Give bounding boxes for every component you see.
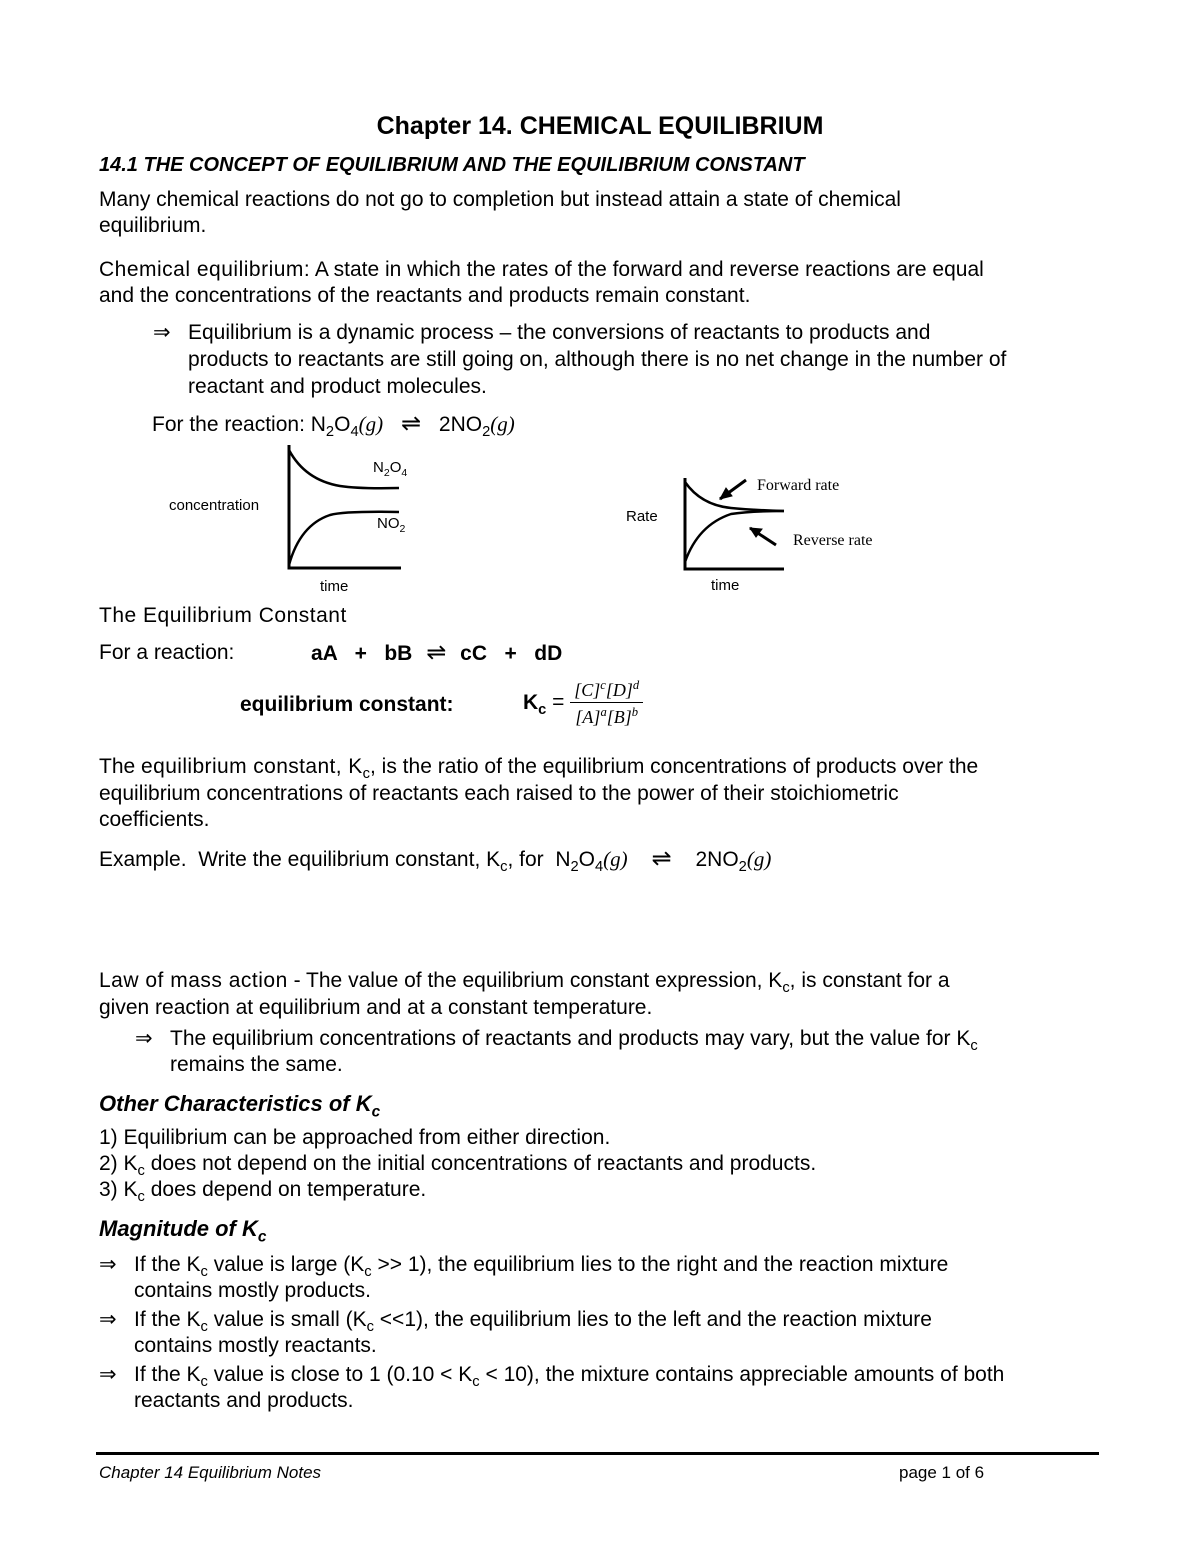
kc-description-line-2: equilibrium concentrations of reactants each raised to the power of their stoichiometric (99, 782, 899, 805)
mass-action-bullet-2: remains the same. (170, 1053, 343, 1076)
mass-action-bullet-1: The equilibrium concentrations of reactants and products may vary, but the value for $K_c$ (170, 1027, 978, 1055)
magnitude-item-small: If the $K_c$ value is small $(K_c <<1)$, the equilibrium lies to the left and the reaction mixture (134, 1308, 932, 1336)
equilibrium-arrow-icon: ⇌ (400, 410, 422, 437)
general-reaction: aA + bB ⇌ cC + dD (311, 639, 563, 666)
magnitude-item-close-2: reactants and products. (134, 1389, 354, 1412)
definition-line-2: and the concentrations of the reactants and products remain constant. (99, 284, 751, 307)
footer-left: Chapter 14 Equilibrium Notes (99, 1463, 322, 1482)
dynamic-line-1: Equilibrium is a dynamic process – the conversions of reactants to products and (188, 321, 931, 344)
implies-icon: ⇒ (153, 321, 171, 344)
footer-divider (96, 1452, 1099, 1455)
kc-fraction: $\frac{[C]^c[D]^d}{[A]^a[B]^b}$ (570, 678, 643, 728)
kc-label: equilibrium constant: (240, 693, 454, 716)
reverse-rate-curve (685, 511, 784, 562)
definition-line-1: Chemical equilibrium: A state in which the rates of the forward and reverse reactions are equal (99, 258, 984, 281)
reaction-label: For a reaction: (99, 641, 235, 664)
implies-icon: ⇒ (99, 1363, 117, 1386)
time-axis-label-right: time (711, 577, 740, 594)
list-item: 3) $K_c$ does depend on temperature. (99, 1178, 427, 1206)
page-title: Chapter 14. CHEMICAL EQUILIBRIUM (376, 112, 824, 140)
time-axis-label-left: time (320, 578, 349, 595)
implies-icon: ⇒ (99, 1253, 117, 1276)
intro-line-1: Many chemical reactions do not go to completion but instead attain a state of chemical (99, 188, 901, 211)
equilibrium-arrow-icon: ⇌ (426, 639, 447, 666)
footer-page-number: page 1 of 6 (899, 1463, 985, 1482)
equilibrium-arrow-icon: ⇌ (651, 845, 672, 872)
eq-constant-heading: The Equilibrium Constant (99, 604, 347, 627)
mass-action-line-1: Law of mass action - The value of the equilibrium constant expression, $K_c$, is constant for a (99, 969, 950, 997)
dynamic-line-3: reactant and product molecules. (188, 375, 487, 398)
magnitude-item-close: If the $K_c$ value is close to 1 $(0.10 < K_c < 10)$, the mixture contains appreciable amounts of both (134, 1363, 1005, 1391)
reverse-rate-label: Reverse rate (793, 532, 873, 549)
magnitude-item-small-2: contains mostly reactants. (134, 1334, 377, 1357)
implies-icon: ⇒ (135, 1027, 153, 1050)
concentration-axis-label: concentration (169, 497, 260, 514)
intro-line-2: equilibrium. (99, 214, 207, 237)
reaction-line: For the reaction: $N_2O_4(g)$ ⇌ $2NO_2(g)$ (152, 410, 515, 441)
magnitude-heading: Magnitude of $K_c$ (99, 1216, 267, 1246)
section-heading: 14.1 THE CONCEPT OF EQUILIBRIUM AND THE EQUILIBRIUM CONSTANT (99, 154, 805, 176)
no2-label: $NO_2$ (377, 515, 406, 535)
rate-axis-label: Rate (626, 508, 658, 525)
list-item: 2) $K_c$ does not depend on the initial concentrations of reactants and products. (99, 1152, 817, 1180)
definition-term: Chemical equilibrium: (99, 258, 311, 281)
kc-expression: $K_c$ = $\frac{[C]^c[D]^d}{[A]^a[B]^b}$ (523, 678, 643, 728)
dynamic-line-2: products to reactants are still going on, although there is no net change in the number of (188, 348, 1007, 371)
magnitude-item-large: If the $K_c$ value is large $(K_c >> 1)$, the equilibrium lies to the right and the reaction mixture (134, 1253, 949, 1281)
list-item: 1) Equilibrium can be approached from either direction. (99, 1126, 611, 1149)
mass-action-line-2: given reaction at equilibrium and at a constant temperature. (99, 996, 653, 1019)
other-characteristics-heading: Other Characteristics of $K_c$ (99, 1091, 381, 1121)
kc-description-line-3: coefficients. (99, 808, 210, 831)
n2o4-label: $N_2O_4$ (373, 459, 408, 479)
example-line: Example. Write the equilibrium constant, $K_c$, for $N_2O_4(g)$ ⇌ $2NO_2(g)$ (99, 845, 772, 876)
kc-description-line-1: The equilibrium constant, $K_c$, is the ratio of the equilibrium concentrations of products over the (99, 755, 979, 783)
forward-rate-label: Forward rate (757, 477, 840, 494)
magnitude-item-large-2: contains mostly products. (134, 1279, 371, 1302)
implies-icon: ⇒ (99, 1308, 117, 1331)
